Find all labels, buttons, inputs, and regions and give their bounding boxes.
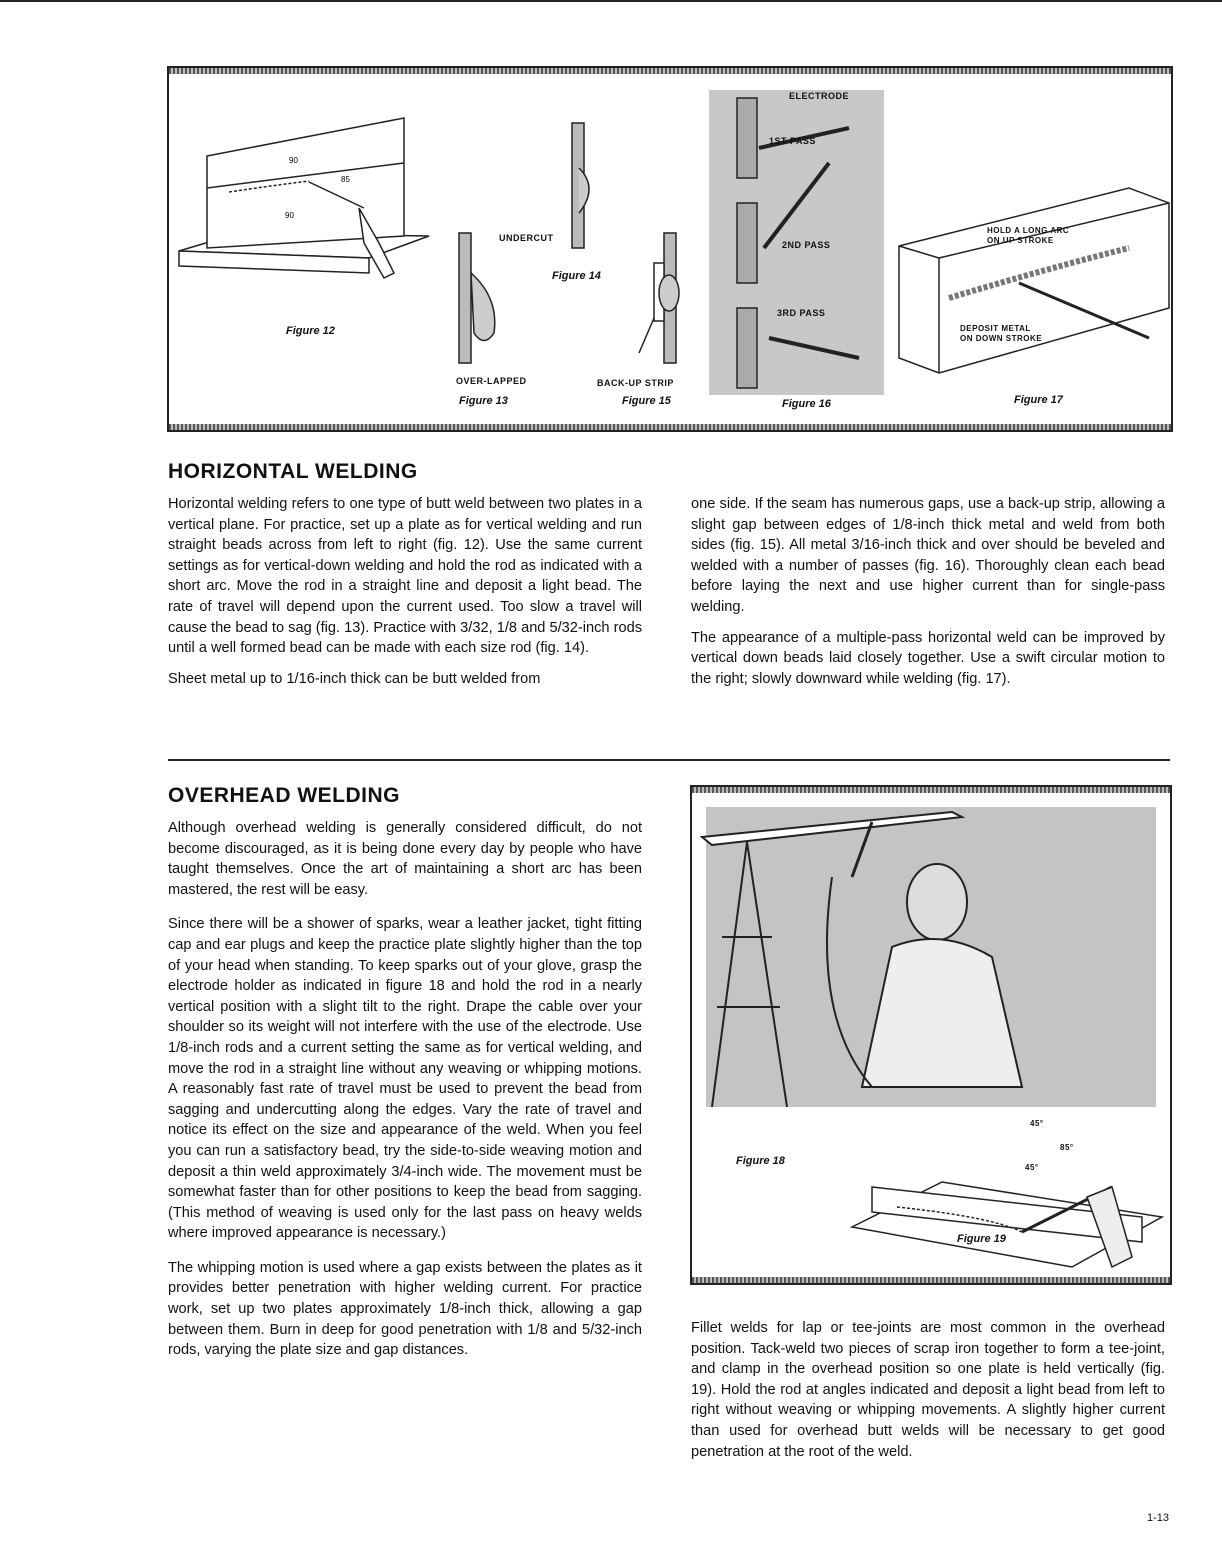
overhead-left-column (168, 818, 642, 1371)
angle-85: 85 (341, 175, 350, 184)
figure-13-caption: Figure 13 (459, 395, 508, 407)
figure-12-caption: Figure 12 (286, 325, 335, 337)
paragraph: The appearance of a multiple-pass horizontal weld can be improved by vertical down beads laid closely together. Use a swift circular motion to the right; slowly downward while welding (fig. 17). (691, 629, 1165, 687)
figure-19-drawing (852, 1182, 1162, 1267)
figure-16-caption: Figure 16 (782, 398, 831, 410)
angle-85: 85° (1060, 1143, 1074, 1152)
3rd-pass-label: 3RD PASS (777, 308, 826, 318)
angle-90-top: 90 (289, 156, 298, 165)
figure-18-caption: Figure 18 (736, 1155, 785, 1167)
section-divider (168, 759, 1170, 761)
figures-12-17-panel (167, 66, 1173, 432)
angle-45-bottom: 45° (1025, 1163, 1039, 1172)
paragraph: The whipping motion is used where a gap exists between the plates as it provides better penetration with higher welding current. For practice work, set up two plates approximately 1/8-inch thick, allowing a gap between them. Burn in deep for good penetration with 1/8 and 5/32-inch rods, varying the plate size and gap distances. (168, 1259, 642, 1359)
back-up-strip-label: BACK-UP STRIP (597, 378, 674, 388)
figure-13-drawing (459, 233, 495, 363)
figure-15-caption: Figure 15 (622, 395, 671, 407)
2nd-pass-label: 2ND PASS (782, 240, 831, 250)
angle-45-top: 45° (1030, 1119, 1044, 1128)
figure-14-drawing (572, 123, 589, 248)
on-down-stroke-label: ON DOWN STROKE (960, 334, 1043, 343)
horizontal-welding-heading: HORIZONTAL WELDING (168, 460, 418, 483)
weld-illustrations (169, 68, 1171, 430)
overhead-welding-heading: OVERHEAD WELDING (168, 784, 401, 807)
paragraph: Horizontal welding refers to one type of butt weld between two plates in a vertical plane. For practice, set up a plate as for vertical welding and run straight beads across from left to right (fig. 12). Use the same current settings as for vertical-down welding and hold the rod as indicated with a short arc. Move the rod in a straight line and deposit a light bead. The rate of travel will depend upon the current used. Too slow a travel will cause the bead to sag (fig. 13). Practice with 3/32, 1/8 and 5/32-inch rods until a well formed bead can be made with each size rod (fig. 14). (168, 496, 642, 657)
paragraph: Sheet metal up to 1/16-inch thick can be butt welded from (168, 670, 541, 687)
figure-19-caption: Figure 19 (957, 1233, 1006, 1245)
top-border (0, 0, 1222, 2)
hold-long-arc-label: HOLD A LONG ARC (987, 226, 1070, 235)
angle-90-bottom: 90 (285, 211, 294, 220)
paragraph: Since there will be a shower of sparks, wear a leather jacket, tight fitting cap and ear plugs and keep the practice plate slightly higher than the top of your head when standing. To keep sparks out of your glove, grasp the electrode holder as indicated in figure 18 and hold the rod in a nearly vertical position with a slight tilt to the right. Drape the cable over your shoulder so its weight will not interfere with the use of the electrode. Use 1/8-inch rods and a current setting the same as for vertical welding, and move the rod in a straight line without any weaving or whipping motions. A reasonably fast rate of travel must be used to prevent the bead from sagging and undercutting along the edges. Vary the rate of travel and notice its effect on the size and appearance of the weld. When you feel you can run a satisfactory bead, try the side-to-side weaving motion and deposit a thin weld approximately 3/4-inch wide. The movement must be somewhat faster than for other positions to keep the bead from sagging. (This method of weaving is used only for the last pass on heavy welds where improved appearance is necessary.) (168, 916, 642, 1242)
paragraph: Fillet welds for lap or tee-joints are most common in the overhead position. Tack-weld two pieces of scrap iron together to form a tee-joint, and clamp in the overhead position so one plate is held vertically (fig. 19). Hold the rod at angles indicated and deposit a light bead from left to right without weaving or whipping movements. A slightly higher current than used for overhead butt welds will be necessary to get good penetration at the root of the weld. (691, 1320, 1165, 1460)
electrode-label: ELECTRODE (789, 91, 850, 101)
figure-15-drawing (639, 233, 679, 363)
figure-12-drawing (179, 118, 429, 278)
figures-18-19-panel (690, 785, 1172, 1285)
overhead-right-column (691, 1318, 1165, 1472)
paragraph: Although overhead welding is generally considered difficult, do not become discouraged, as it is being done every day by people who have taught themselves. Once the art of maintaining a short arc has been mastered, the rest will be easy. (168, 820, 642, 898)
deposit-metal-label: DEPOSIT METAL (960, 324, 1031, 333)
horizontal-right-column (691, 494, 1165, 699)
paragraph: one side. If the seam has numerous gaps, use a back-up strip, allowing a slight gap between edges of 1/8-inch thick metal and weld from both sides (fig. 15). All metal 3/16-inch thick and over should be beveled and welded with a number of passes (fig. 16). Thoroughly clean each bead before laying the next and use higher current than for single-pass welding. (691, 496, 1165, 615)
page-number: 1-13 (1147, 1512, 1170, 1524)
figure-17-drawing (899, 188, 1169, 373)
overhead-illustrations (692, 787, 1170, 1283)
figure-17-caption: Figure 17 (1014, 394, 1063, 406)
1st-pass-label: 1ST PASS (769, 136, 816, 146)
on-up-stroke-label: ON UP STROKE (987, 236, 1054, 245)
over-lapped-label: OVER-LAPPED (456, 376, 527, 386)
undercut-label: UNDERCUT (499, 233, 554, 243)
horizontal-left-column (168, 494, 642, 699)
figure-14-caption: Figure 14 (552, 270, 601, 282)
